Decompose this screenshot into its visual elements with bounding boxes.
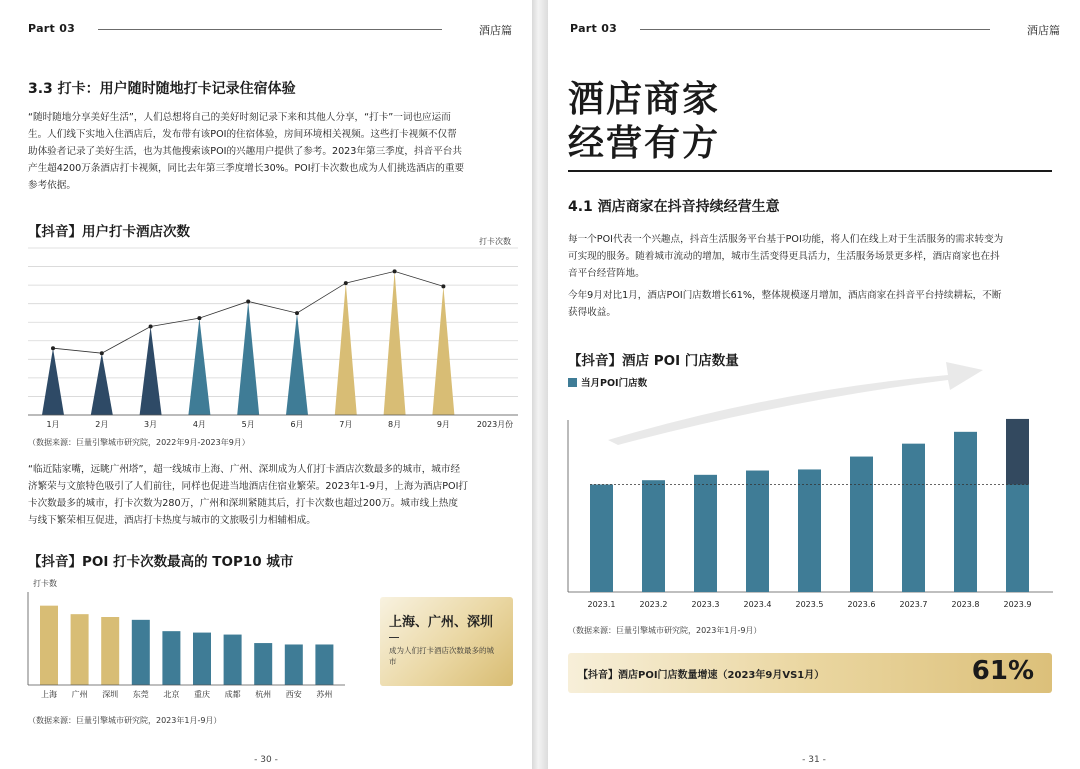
para-line: 助体验者记录了美好生活，也为其他搜索该POI的兴趣用户提供了参考。2023年第三季度，抖音平台共 xyxy=(28,146,462,157)
x-tick-label: 6月 xyxy=(290,420,304,429)
para-line: 卡次数最多的城市，打卡次数为280万，广州和深圳紧随其后，打卡次数也超过200万。城市线上热度 xyxy=(28,498,458,509)
bar-mark xyxy=(746,471,769,592)
x-tick-label: 上海 xyxy=(41,690,57,699)
data-source: （数据来源：巨量引擎城市研究院，2023年1月-9月） xyxy=(568,626,762,635)
para-line: 可实现的服务。随着城市流动的增加，城市生活变得更具活力，生活服务场景更多样，酒店商家也在抖 xyxy=(568,251,1000,262)
bar-mark xyxy=(101,617,119,685)
x-tick-label: 2023.2 xyxy=(639,600,668,609)
section-heading: 3.3 打卡：用户随时随地打卡记录住宿体验 xyxy=(28,81,296,97)
x-tick-label: 西安 xyxy=(285,690,302,699)
page-30 xyxy=(0,0,532,769)
bar-mark xyxy=(694,475,717,592)
bar-mark xyxy=(590,485,613,593)
callout-headline: 上海、广州、深圳 xyxy=(389,615,494,630)
para-line: 生。人们线下实地入住酒店后，发布带有该POI的住宿体验，房间环境相关视频。这些打卡视频不仅帮 xyxy=(28,129,457,140)
page-number: - 30 - xyxy=(254,755,278,765)
chart-title: 【抖音】POI 打卡次数最高的 TOP10 城市 xyxy=(28,554,294,570)
para-line: 参考依据。 xyxy=(28,180,76,191)
para-line: 获得收益。 xyxy=(568,307,616,318)
callout-note: 成为人们打卡酒店次数最多的城市 xyxy=(389,646,494,666)
x-tick-label: 2023.5 xyxy=(795,600,824,609)
bar-mark xyxy=(224,635,242,685)
x-tick-label: 4月 xyxy=(192,420,206,429)
bar-mark xyxy=(254,643,272,685)
para-line: “随时随地分享美好生活”，人们总想将自己的美好时刻记录下来和其他人分享，“打卡”一词也应运而 xyxy=(28,112,451,123)
x-tick-label: 2023.6 xyxy=(847,600,876,609)
growth-label: 【抖音】酒店POI门店数量增速（2023年9月VS1月） xyxy=(578,670,825,681)
x-tick-label: 1月 xyxy=(46,420,60,429)
chapter-title-line: 经营有方 xyxy=(568,123,721,164)
part-label: Part 03 xyxy=(28,22,76,35)
x-tick-label: 2023.4 xyxy=(743,600,772,609)
para-line: 每一个POI代表一个兴趣点，抖音生活服务平台基于POI功能，将人们在线上对于生活服务的需求转变为 xyxy=(568,234,1004,245)
x-axis-unit: 2023月份 xyxy=(476,420,514,429)
chapter-title-line: 酒店商家 xyxy=(568,79,721,120)
bar-mark xyxy=(1006,485,1029,593)
x-tick-label: 成都 xyxy=(224,690,241,699)
section-label: 酒店篇 xyxy=(479,24,512,37)
x-tick-label: 苏州 xyxy=(316,690,333,699)
callout-rule xyxy=(389,637,399,638)
data-source: （数据来源：巨量引擎城市研究院，2023年1月-9月） xyxy=(28,716,222,725)
x-tick-label: 9月 xyxy=(436,420,450,429)
bar-mark xyxy=(798,469,821,592)
para-line: 济繁荣与文旅特色吸引了人们前往，同样也促进当地酒店住宿业繁荣。2023年1-9月，上海为酒店POI打 xyxy=(28,481,468,492)
growth-banner xyxy=(568,653,1052,693)
x-tick-label: 8月 xyxy=(388,420,402,429)
chart-title: 【抖音】用户打卡酒店次数 xyxy=(28,224,190,240)
bar-increment-mark xyxy=(1006,419,1029,485)
x-tick-label: 2023.9 xyxy=(1003,600,1032,609)
bar-mark xyxy=(902,444,925,592)
bar-mark xyxy=(850,457,873,592)
section-label: 酒店篇 xyxy=(1027,24,1060,37)
callout-box xyxy=(380,597,513,686)
part-label: Part 03 xyxy=(570,22,618,35)
x-tick-label: 2023.1 xyxy=(587,600,616,609)
x-tick-label: 5月 xyxy=(241,420,255,429)
page-31 xyxy=(548,0,1080,769)
book-gutter xyxy=(532,0,548,769)
bar-mark xyxy=(315,644,333,685)
para-line: 与线下繁荣相互促进，酒店打卡热度与城市的文旅吸引力相辅相成。 xyxy=(28,515,316,526)
x-tick-label: 2023.8 xyxy=(951,600,980,609)
bar-mark xyxy=(193,633,211,685)
x-tick-label: 2月 xyxy=(95,420,109,429)
x-tick-label: 3月 xyxy=(144,420,158,429)
x-tick-label: 重庆 xyxy=(194,690,210,699)
para-line: “临近陆家嘴，远眺广州塔”，超一线城市上海、广州、深圳成为人们打卡酒店次数最多的城市，城市经 xyxy=(28,464,461,475)
para-line: 产生超4200万条酒店打卡视频，同比去年第三季度增长30%。POI打卡次数也成为人们挑选酒店的重要 xyxy=(28,163,465,174)
poi-store-count-chart xyxy=(548,0,1080,620)
bar-mark xyxy=(132,620,150,685)
data-source: （数据来源：巨量引擎城市研究院，2022年9月-2023年9月） xyxy=(28,438,250,447)
bar-mark xyxy=(162,631,180,685)
x-tick-label: 2023.7 xyxy=(899,600,928,609)
bar-mark xyxy=(954,432,977,592)
y-unit-label: 打卡数 xyxy=(33,579,57,588)
legend-label: 当月POI门店数 xyxy=(581,378,648,389)
growth-value: 61% xyxy=(971,656,1034,686)
chart-title: 【抖音】酒店 POI 门店数量 xyxy=(568,353,739,369)
bar-mark xyxy=(285,644,303,685)
para-line: 今年9月对比1月，酒店POI门店数增长61%，整体规模逐月增加，酒店商家在抖音平台持续耕耘，不断 xyxy=(568,290,1002,301)
section-heading: 4.1 酒店商家在抖音持续经营生意 xyxy=(568,199,780,215)
x-tick-label: 2023.3 xyxy=(691,600,720,609)
bar-mark xyxy=(71,614,89,685)
para-line: 音平台经营阵地。 xyxy=(568,268,645,279)
x-tick-label: 7月 xyxy=(339,420,353,429)
bar-mark xyxy=(642,480,665,592)
page-number: - 31 - xyxy=(802,755,826,765)
swoosh-arrow xyxy=(608,362,983,445)
y-unit-label: 打卡次数 xyxy=(479,237,511,246)
x-tick-label: 东莞 xyxy=(132,690,149,699)
x-tick-label: 杭州 xyxy=(255,690,272,699)
x-tick-label: 深圳 xyxy=(102,690,119,699)
bar-mark xyxy=(40,606,58,685)
x-tick-label: 北京 xyxy=(163,690,180,699)
x-tick-label: 广州 xyxy=(71,690,88,699)
